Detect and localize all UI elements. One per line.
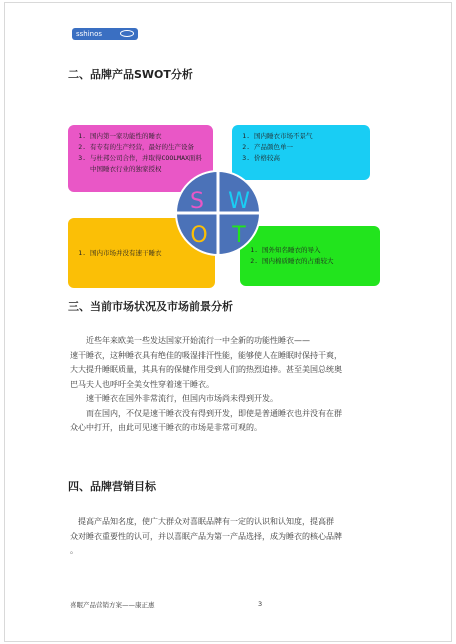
swot-threats-box (240, 226, 380, 286)
page-number: 3 (258, 600, 263, 608)
section3-paragraph-1 (70, 334, 388, 436)
para-line: 而在国内，不仅是速干睡衣没有得到开发，即使是普通睡衣也并没有在群 (86, 408, 342, 418)
swot-letter-w: W (228, 189, 250, 214)
para-line: 巴马夫人也呼吁全美女性穿着速干睡衣。 (70, 379, 214, 389)
threat-item: 1. 国外知名睡衣的导入 (262, 245, 334, 256)
logo-text: sshinos (76, 30, 103, 38)
swot-letter-s: S (190, 189, 204, 214)
section4-paragraph (70, 515, 388, 559)
section4-heading: 四、品牌营销目标 (68, 480, 156, 493)
para-line: 近些年来欧美一些发达国家开始流行一中全新的功能性睡衣—— (86, 336, 310, 345)
para-line: 众对睡衣重要性的认可，并以喜眠产品为第一产品选择，成为睡衣的核心品牌 (70, 531, 342, 541)
strength-item: 3. 与杜邦公司合作，并取得COOLMAX面料中国睡衣行业的独家授权 (90, 153, 203, 175)
weakness-item: 3. 价格较高 (254, 153, 360, 164)
para-line: 速干睡衣在国外非常流行，但国内市场尚未得到开发。 (86, 394, 278, 403)
footer-title: 喜眠产品营销方案——康正惠 (70, 601, 155, 609)
logo-mark-icon (120, 30, 134, 37)
weakness-item: 1. 国内睡衣市场不景气 (254, 131, 360, 142)
section3-heading: 三、当前市场状况及市场前景分析 (68, 300, 233, 313)
threat-item: 2. 国内棉质睡衣的占重较大 (262, 256, 334, 267)
weakness-item: 2. 产品颜色单一 (254, 142, 360, 153)
swot-circle (175, 170, 261, 256)
strength-item: 2. 有专有的生产经营，最好的生产设备 (90, 142, 203, 153)
section2-heading: 二、品牌产品SWOT分析 (68, 68, 193, 81)
strength-item: 1. 国内第一家功能性的睡衣 (90, 131, 203, 142)
brand-logo (72, 28, 138, 40)
swot-letter-t: T (232, 223, 246, 248)
para-line: 。 (70, 546, 78, 555)
swot-letter-o: O (190, 223, 208, 248)
opportunity-item: 1. 国内市场并没有速干睡衣 (90, 248, 162, 259)
para-line: 速干睡衣，这种睡衣具有绝佳的吸湿排汗性能，能够使人在睡眠时保持干爽， (70, 350, 342, 360)
para-line: 大大提升睡眠质量，其具有的保健作用受到人们的热烈追捧。甚至美国总统奥 (70, 365, 342, 374)
para-line: 众心中打开，由此可见速干睡衣的市场是非常可观的。 (70, 423, 262, 432)
para-line: 提高产品知名度，使广大群众对喜眠品牌有一定的认识和认知度，提高群 (78, 517, 334, 526)
